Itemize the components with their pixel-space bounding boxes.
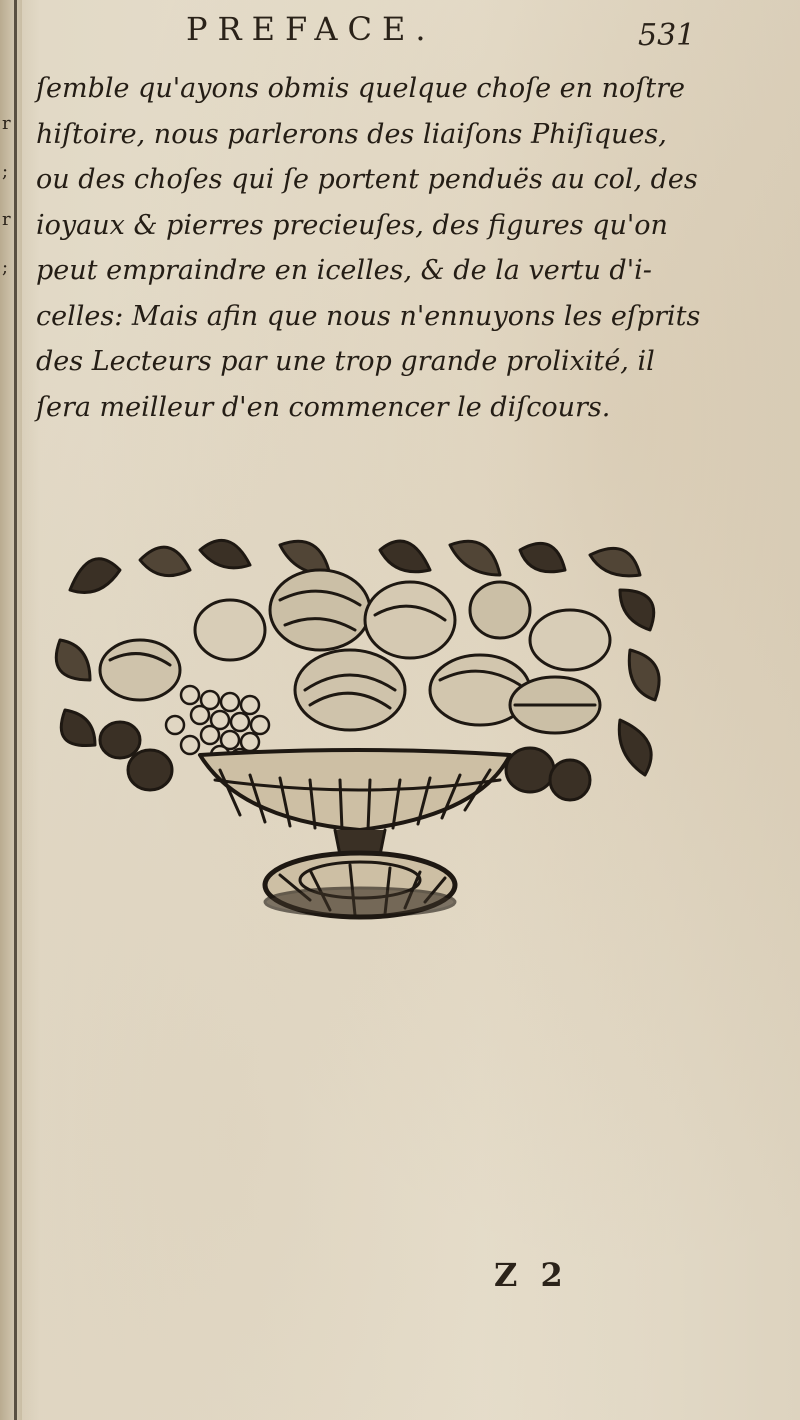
text-line: celles: Mais afin que nous n'ennuyons les eſprits [36, 300, 701, 332]
body-text [36, 66, 701, 423]
page-number: 531 [638, 18, 696, 53]
fruit-bowl-woodcut-icon [50, 530, 670, 930]
text-line: des Lecteurs par une trop grande prolixité, il [36, 346, 655, 377]
signature-mark: Z 2 [494, 1256, 569, 1294]
text-line: ioyaux & pierres precieuſes, des figures qu'on [36, 209, 668, 241]
gutter-mark: r [2, 113, 11, 134]
gutter-mark: ; [2, 257, 9, 278]
running-head: PREFACE. [186, 10, 436, 48]
text-line: ou des choſes qui ſe portent penduës au col, des [36, 164, 698, 195]
text-line: ſemble qu'ayons obmis quelque choſe en noſtre [36, 73, 685, 104]
gutter-mark: r [2, 209, 11, 230]
gutter-rule [14, 0, 17, 1420]
text-line: peut empraindre en icelles, & de la vertu d'i- [36, 255, 652, 286]
gutter-marks [2, 100, 12, 292]
text-line: hiſtoire, nous parlerons des liaiſons Phiſiques, [36, 118, 667, 150]
text-line: ſera meilleur d'en commencer le diſcours. [36, 391, 611, 423]
gutter-mark: ; [2, 161, 9, 182]
